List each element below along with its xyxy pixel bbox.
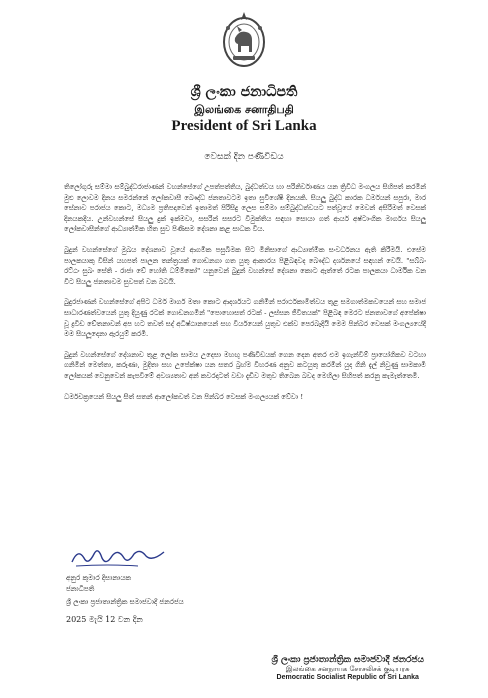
signatory-name: අනුර කුමාර දිසානායක [66, 574, 132, 582]
letterhead-title-tamil: இலங்கை சனாதிபதி [194, 103, 294, 116]
message-paragraph: බුදුරජාණන් වහන්සේගේ අපිට ධර්ම මාර්ග මතා කොට ආදර්ශයට ගනිමින් පරාර්ථකාමීත්වය තුළ සමගාත්මකවයෙන් සහ සමාජ සාධාරණත්වයෙන් යුතු දියුණු රටක් ගොඩනගමින් "පොහොසත් රටක් - ලස්සන ජීවිතයක්" පිළිබඳ මෙරට ජනතාවගේ අපේක්ෂා වූ ද්‍රවිඩ චේතනාවන් අප හට තවත් සද් අධිෂ්ඨානයෙන් සහ වීර්යයෙන් යුතුව එක්ව පෙරබෑදියි මෙම පින්බර වෙසක් මංගල්‍යයේදී මම සියලූදෙනා ඇරයුම් කරමි. [64, 298, 426, 339]
message-closing: ධර්මචක්‍රයෙන් සියලු සිත් සතන් ආලෝකවත් වන පින්බර වෙසක් මංගල්‍යයක් වේවා ! [64, 392, 304, 401]
signatory-block [66, 573, 184, 608]
message-paragraph: බුදුන් වහන්සේගේ දේශනාව තුළ ලෝක සාමය උදෙසා මහඟු පණිවිඩයක් ගෙන දෙන අතර එම ඉගැන්වීම් ප්‍රායෝගිකව වටහා ගනිමින් මෙත්තා, කරුණා, මුදිතා සහ උපේක්ෂා යන සතර බ්‍රහ්ම විහරණ අනුව කටයුතු කරමින් යුද ගිනි දැල් නිවුණු සාමකාමී ලෝකයක් වෙනුවෙන් කැපවීමේ අවශ්‍යතාව අන් කවරදාටත් වඩා දැඩිව මතුව තිබෙන බවද මෙහිලා සිහිපත් කරනු කැමැත්තෙමි. [64, 350, 426, 380]
signatory-office: ශ්‍රී ලංකා ප්‍රජාතාන්ත්‍රික සමාජවාදී ජනරජය [66, 598, 184, 606]
footer-block [271, 655, 424, 681]
message-paragraph: බුදුන් වහන්සේගේ මුඛය දේශනාව වූයේ ආගමික පසුබිමක සිට මිනිසාගේ ආධ්‍යාත්මික සංවර්ධනය ඇති කිරීමයි. එසේම පාලකයාකු විසින් යහපත් පාලන තන්ත්‍රයක් ගොඩනගා ගත යුතු ආකාරය පිළිබඳවද බෞද්ධ දර්ශනයේ සඳහන් වෙයි. "සබ්බං රට්ඨං සුඛං සේති - රාජා චේ හෝති ධම්මිකෝ" යනුවෙන් බුදුන් වහන්සේ දේශනා කොට ඇත්තේ රටක පාලකයා ධාර්මික වන විට සියලු ජනතාවම සුවපත් වන බවයි. [64, 245, 426, 286]
message-body [64, 182, 426, 412]
signatory-role: ජනාධිපති [66, 585, 95, 593]
message-paragraph: තිලෝගුරු සම්මා සම්බුද්ධරාජාණන් වහන්සේගේ උපත්පත්තිය, බුද්ධත්වය හා පරිනිර්වාණය යන ත්‍රිවිධ මංගලය සිහිපත් කරමින් මුළු ලොවම දිනය සමරන්නේ ලෝකවාසී බෞද්ධ ජනතාවටම ඉතා සුවිශේෂී දිනයකි. සියලු බුද්ධ කාරක ධර්මයන් සපුරා, මාර සේනාව පරාජය කොට, මධ්‍යම ප්‍රතිපදාවෙන් ඉතාමත් පිරිසිදු ලෙස සම්මා සම්බුද්ධත්වයට පත්වූයේ මෙවන් අසිරිමත් වෙසක් දිනයකදීය. උන්වහන්සේ සියලු දුක් ඉක්මවා, සසරින් සසරට විමුක්තිය සඳහා සොයා ගත් ආර්ය අෂ්ටාංගික මාර්ගය සියලු ලෝකවාසීන්ගේ ආධ්‍යාත්මික හිත සුව පිණිසම දේශනා කළ සාධක විය. [64, 183, 426, 234]
letterhead-title-sinhala: ශ්‍රී ලංකා ජනාධිපති [190, 84, 298, 100]
signature-icon [68, 544, 168, 570]
message-title: වෙසක් දින පණිවිඩය [204, 152, 284, 162]
footer-english: Democratic Socialist Republic of Sri Lanka [276, 674, 419, 681]
footer-tamil: இலங்கை சனநாயக சோசலிசக் குடியரசு [285, 665, 410, 673]
letter-date: 2025 මැයි 12 වන දින [66, 615, 143, 624]
state-emblem-icon [219, 8, 269, 70]
letterhead-title-english: President of Sri Lanka [171, 118, 317, 134]
footer-sinhala: ශ්‍රී ලංකා ප්‍රජාතාන්ත්‍රික සමාජවාදී ජනරජය [271, 655, 424, 665]
